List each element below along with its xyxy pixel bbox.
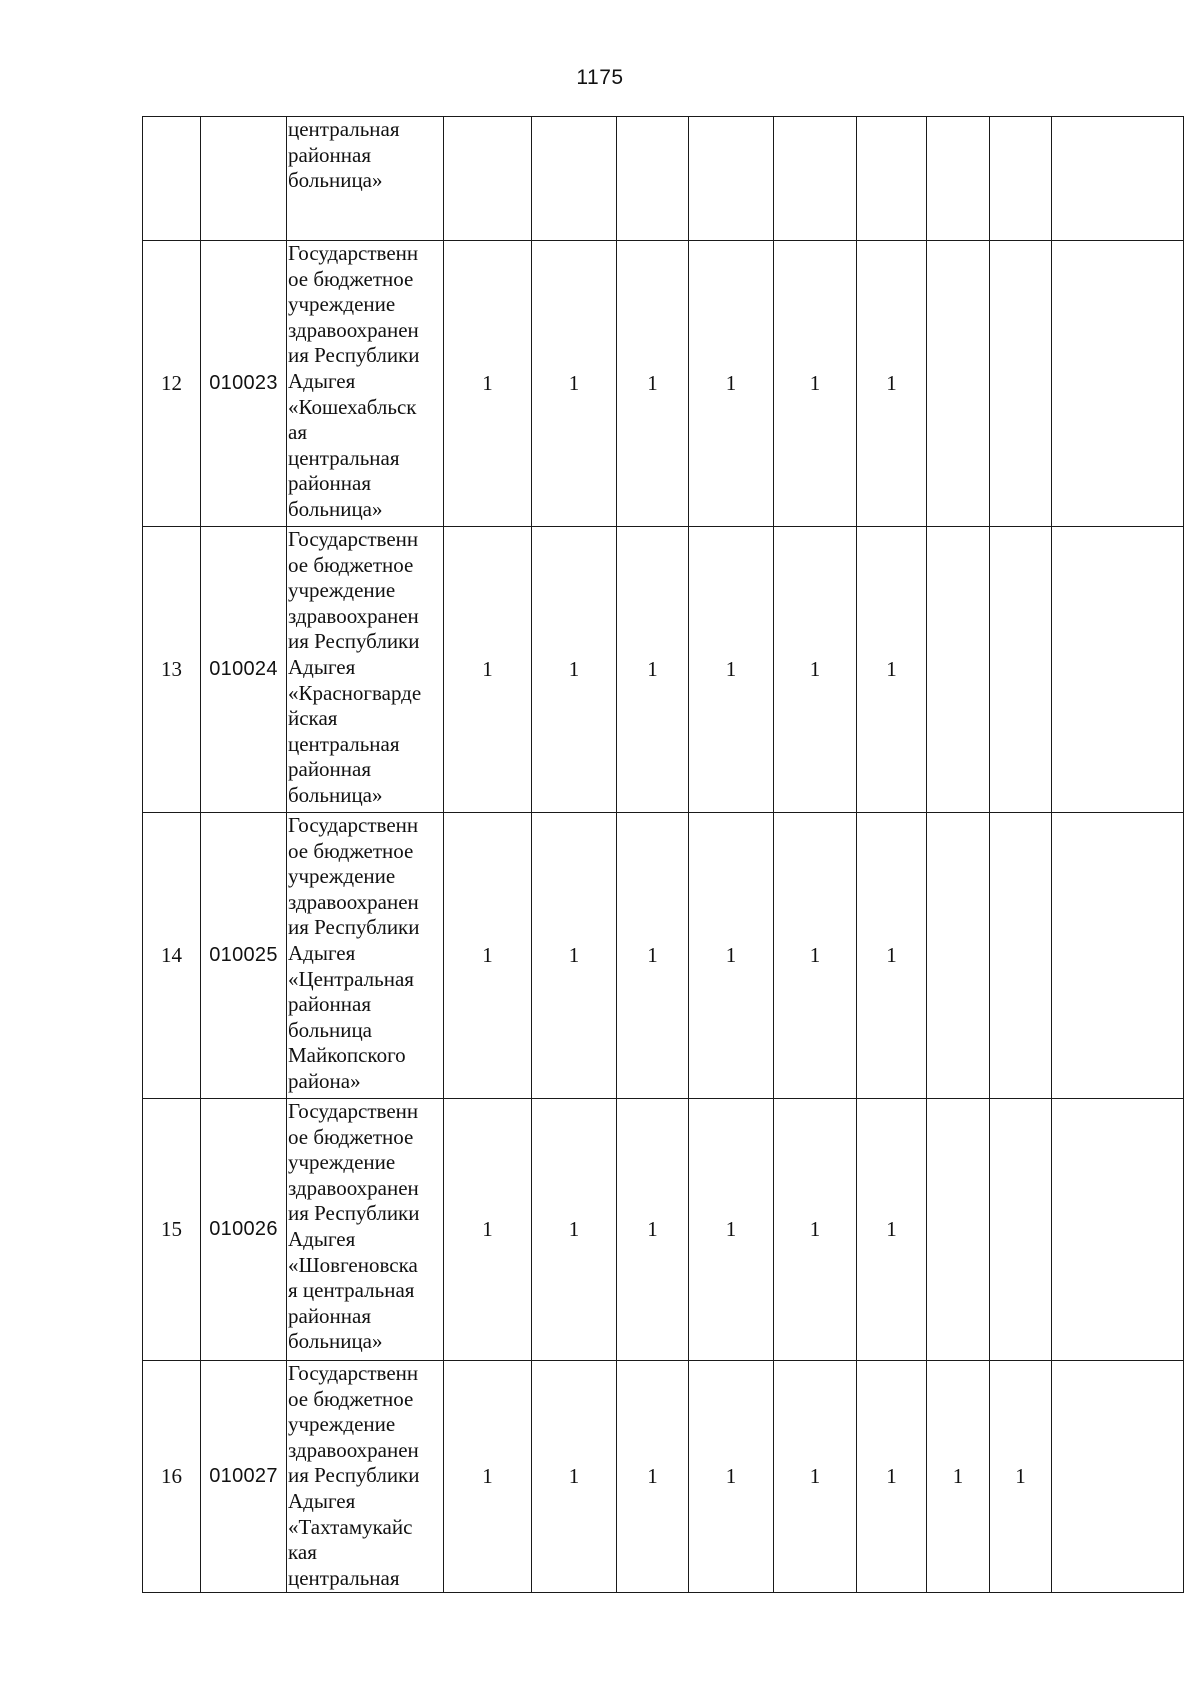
row-number-cell: 15 (143, 1099, 201, 1361)
value-cell: 1 (444, 241, 532, 527)
value-cell: 1 (532, 527, 617, 813)
value-cell: 1 (857, 813, 927, 1099)
value-cell: 1 (774, 813, 857, 1099)
table-body (143, 117, 1184, 1593)
institution-code-cell (201, 117, 287, 241)
value-cell: 1 (689, 241, 774, 527)
value-cell (990, 813, 1052, 1099)
value-cell (1052, 1099, 1184, 1361)
table-row (143, 117, 1184, 241)
value-cell: 1 (532, 241, 617, 527)
value-cell: 1 (689, 527, 774, 813)
value-cell (990, 117, 1052, 241)
value-cell (927, 117, 990, 241)
value-cell: 1 (617, 527, 689, 813)
value-cell (990, 241, 1052, 527)
value-cell (927, 813, 990, 1099)
value-cell (857, 117, 927, 241)
institution-name-cell: Государственн ое бюджетное учреждение здравоохранен ия Республики Адыгея «Тахтамукайс кая центральная (287, 1361, 444, 1593)
value-cell: 1 (774, 527, 857, 813)
institution-name-cell: Государственн ое бюджетное учреждение здравоохранен ия Республики Адыгея «Кошехабльск ая центральная районная больница» (287, 241, 444, 527)
institution-name-cell: центральная районная больница» (287, 117, 444, 241)
value-cell: 1 (774, 241, 857, 527)
value-cell: 1 (689, 1361, 774, 1593)
institution-name-cell: Государственн ое бюджетное учреждение здравоохранен ия Республики Адыгея «Шовгеновска я центральная районная больница» (287, 1099, 444, 1361)
row-number-cell: 13 (143, 527, 201, 813)
value-cell (990, 527, 1052, 813)
institution-code-cell: 010024 (201, 527, 287, 813)
institution-name-cell: Государственн ое бюджетное учреждение здравоохранен ия Республики Адыгея «Центральная районная больница Майкопского района» (287, 813, 444, 1099)
institution-name-cell: Государственн ое бюджетное учреждение здравоохранен ия Республики Адыгея «Красногварде йская центральная районная больница» (287, 527, 444, 813)
table-row (143, 1361, 1184, 1593)
institution-code-cell: 010027 (201, 1361, 287, 1593)
value-cell: 1 (444, 1361, 532, 1593)
value-cell (927, 241, 990, 527)
page-number: 1175 (576, 66, 624, 89)
value-cell: 1 (689, 813, 774, 1099)
value-cell: 1 (857, 527, 927, 813)
row-number-cell: 14 (143, 813, 201, 1099)
value-cell: 1 (927, 1361, 990, 1593)
value-cell: 1 (444, 527, 532, 813)
institution-code-cell: 010025 (201, 813, 287, 1099)
row-number-cell (143, 117, 201, 241)
value-cell (927, 527, 990, 813)
value-cell (927, 1099, 990, 1361)
value-cell: 1 (532, 1099, 617, 1361)
value-cell: 1 (617, 813, 689, 1099)
table-row (143, 241, 1184, 527)
value-cell (1052, 241, 1184, 527)
value-cell: 1 (774, 1099, 857, 1361)
value-cell: 1 (617, 1099, 689, 1361)
value-cell: 1 (857, 1361, 927, 1593)
value-cell (1052, 527, 1184, 813)
table-row (143, 1099, 1184, 1361)
table-row (143, 813, 1184, 1099)
value-cell (1052, 813, 1184, 1099)
value-cell: 1 (617, 1361, 689, 1593)
value-cell: 1 (857, 241, 927, 527)
institution-code-cell: 010026 (201, 1099, 287, 1361)
value-cell (990, 1099, 1052, 1361)
value-cell: 1 (774, 1361, 857, 1593)
value-cell: 1 (532, 1361, 617, 1593)
value-cell (1052, 1361, 1184, 1593)
value-cell: 1 (444, 813, 532, 1099)
value-cell: 1 (444, 1099, 532, 1361)
value-cell (617, 117, 689, 241)
institution-code-cell: 010023 (201, 241, 287, 527)
value-cell (1052, 117, 1184, 241)
table-row (143, 527, 1184, 813)
value-cell: 1 (689, 1099, 774, 1361)
value-cell: 1 (857, 1099, 927, 1361)
value-cell: 1 (990, 1361, 1052, 1593)
data-table (142, 116, 1184, 1593)
value-cell (444, 117, 532, 241)
row-number-cell: 12 (143, 241, 201, 527)
value-cell: 1 (532, 813, 617, 1099)
value-cell (532, 117, 617, 241)
value-cell: 1 (617, 241, 689, 527)
value-cell (774, 117, 857, 241)
value-cell (689, 117, 774, 241)
row-number-cell: 16 (143, 1361, 201, 1593)
